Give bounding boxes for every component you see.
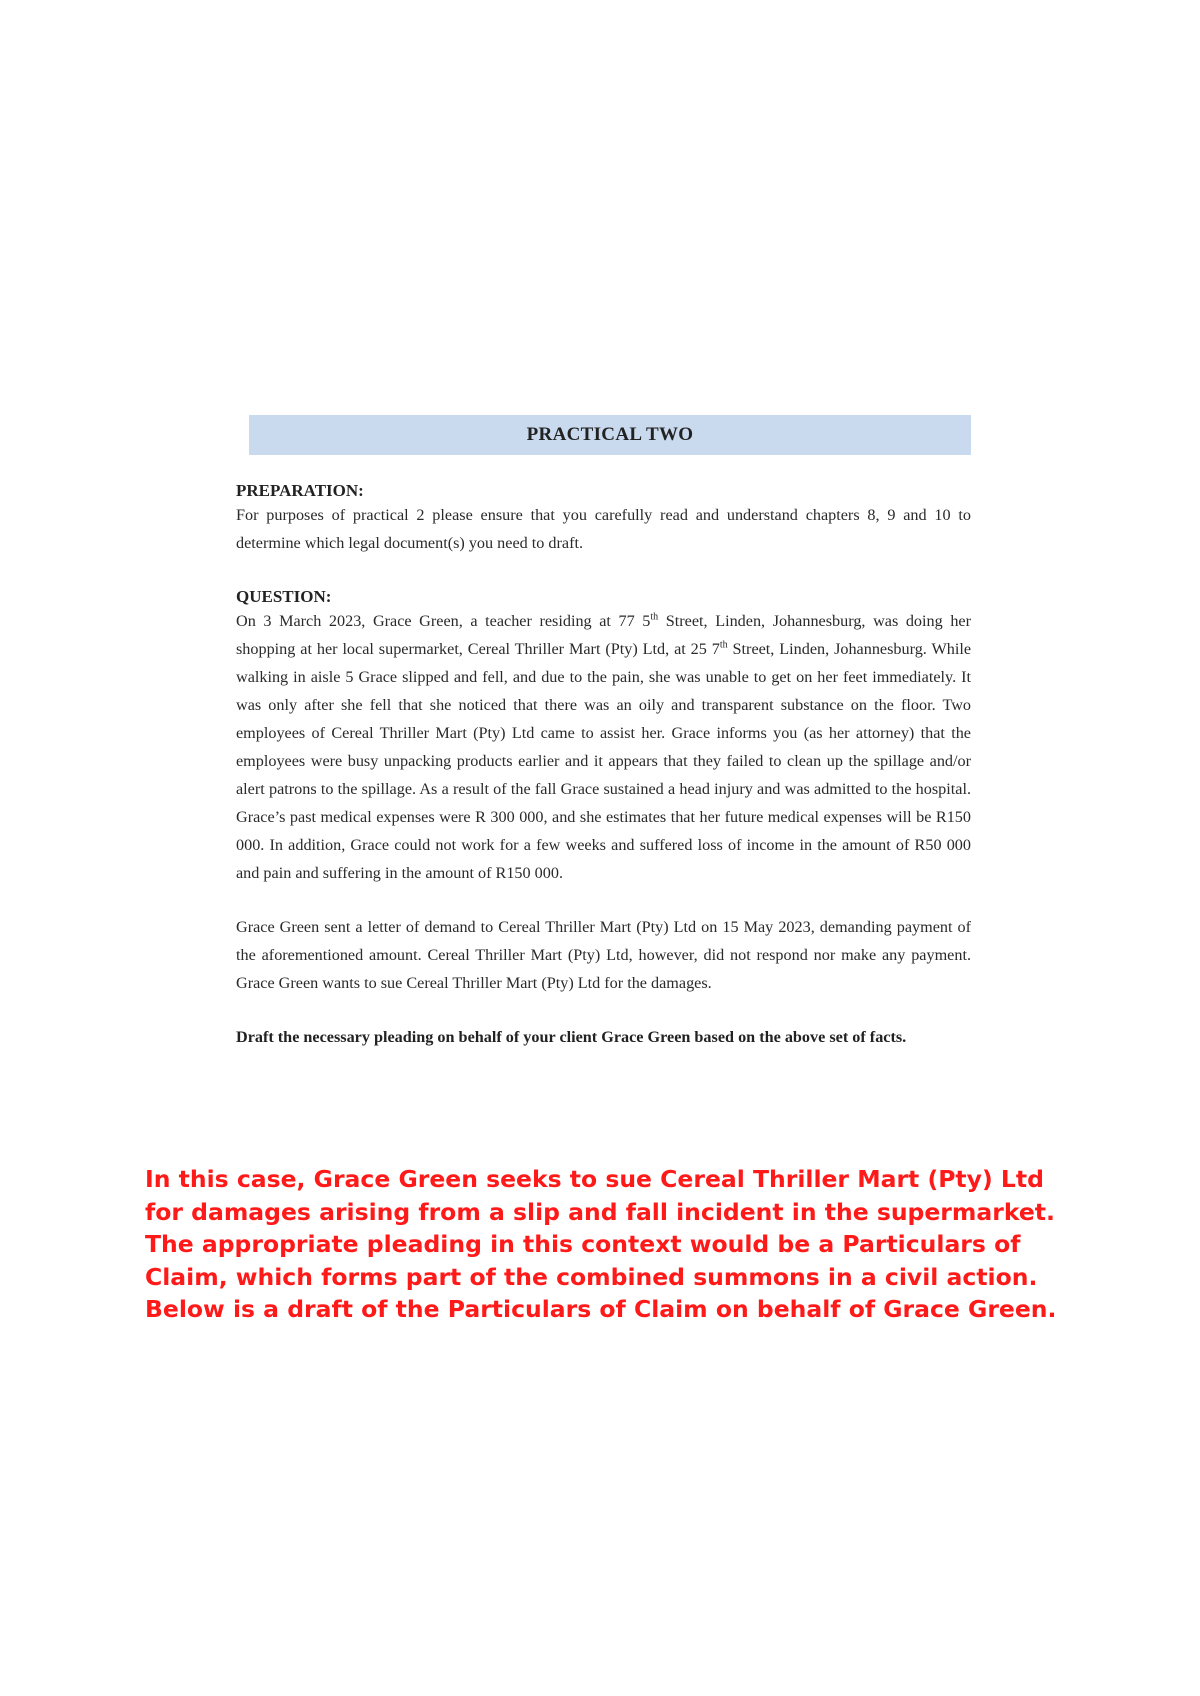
- practical-document: [236, 415, 971, 1051]
- preparation-text: For purposes of practical 2 please ensure that you carefully read and understand chapters 8, 9 and 10 to determine which legal document(s) you need to draft.: [236, 506, 971, 552]
- letter-of-demand-section: [236, 913, 971, 997]
- question-heading: QUESTION:: [236, 587, 332, 606]
- title-bar: [249, 415, 971, 455]
- draft-instruction: Draft the necessary pleading on behalf of your client Grace Green based on the above set of facts.: [236, 1028, 907, 1046]
- preparation-section: [236, 481, 971, 557]
- question-paragraph-2: Grace Green sent a letter of demand to Cereal Thriller Mart (Pty) Ltd on 15 May 2023, demanding payment of the aforementioned amount. Cereal Thriller Mart (Pty) Ltd, however, did not respond nor make any payment. Grace Green wants to sue Cereal Thriller Mart (Pty) Ltd for the damages.: [236, 918, 971, 992]
- question-paragraph-1: [236, 607, 971, 887]
- question-text-b: Street, Linden, Johannesburg, was doing her shopping at her local supermarket, Cereal Thriller Mart (Pty) Ltd, at 25 7: [236, 612, 971, 658]
- superscript-th-1: th: [650, 611, 659, 623]
- question-text-a: On 3 March 2023, Grace Green, a teacher residing at 77 5: [236, 612, 651, 630]
- instruction-section: [236, 1023, 971, 1051]
- answer-text: In this case, Grace Green seeks to sue Cereal Thriller Mart (Pty) Ltd for damages arising from a slip and fall incident in the supermarket. The appropriate pleading in this context would be a Particulars of Claim, which forms part of the combined summons in a civil action. Below is a draft of the Particulars of Claim on behalf of Grace Green.: [145, 1165, 1057, 1323]
- preparation-heading: PREPARATION:: [236, 481, 364, 500]
- document-title: PRACTICAL TWO: [526, 424, 694, 445]
- question-section: [236, 587, 971, 887]
- superscript-th-2: th: [719, 639, 728, 651]
- question-text-c: Street, Linden, Johannesburg. While walking in aisle 5 Grace slipped and fell, and due to the pain, she was unable to get on her feet immediately. It was only after she fell that she noticed that there was an oily and transparent substance on the floor. Two employees of Cereal Thriller Mart (Pty) Ltd came to assist her. Grace informs you (as her attorney) that the employees were busy unpacking products earlier and it appears that they failed to clean up the spillage and/or alert patrons to the spillage. As a result of the fall Grace sustained a head injury and was admitted to the hospital. Grace’s past medical expenses were R 300 000, and she estimates that her future medical expenses will be R150 000. In addition, Grace could not work for a few weeks and suffered loss of income in the amount of R50 000 and pain and suffering in the amount of R150 000.: [236, 640, 972, 882]
